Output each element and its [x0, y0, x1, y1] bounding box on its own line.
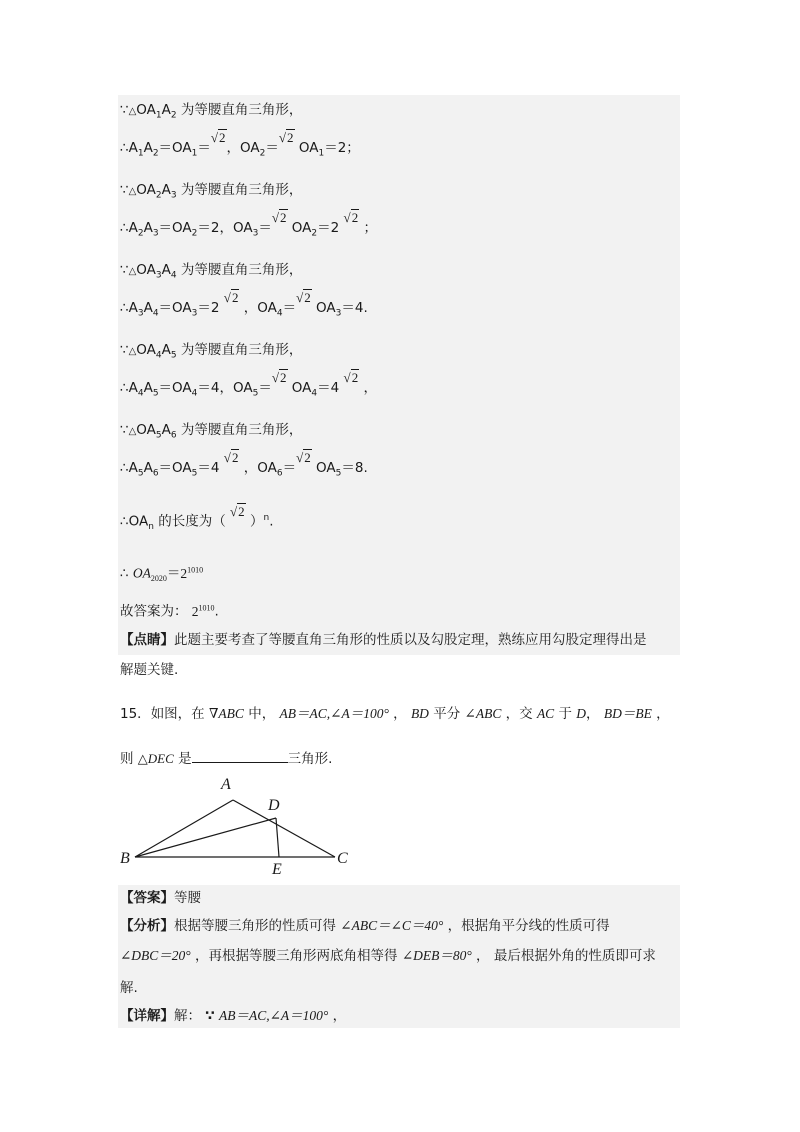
step-4-reason: $\because\triangle OA_4A_5$ 为等腰直角三角形， [120, 342, 303, 361]
comment-line-1 [120, 630, 647, 650]
label-b: B [120, 850, 130, 867]
step-3-reason: $\because\triangle OA_3A_4$ 为等腰直角三角形， [120, 262, 303, 281]
step-2-result: $\therefore A_2A_3=OA_2=2$，$OA_3=√2$ $OA_2=2$ √2 ； [120, 210, 377, 239]
side-ab [135, 800, 233, 857]
step-5-result: $\therefore A_5A_6=OA_5=4$ √2 ，$OA_6=√2$ $OA_5=8$. [120, 450, 368, 479]
analysis-line-1: 【分析】根据等腰三角形的性质可得 ∠ABC＝∠C＝40° ，根据角平分线的性质可得 [120, 918, 610, 934]
step-5-reason: $\because\triangle OA_5A_6$ 为等腰直角三角形， [120, 422, 303, 441]
question-number: 15． [120, 706, 151, 722]
conclusion-general: $\therefore OA_n$ 的长度为（ √2 ）$^n$. [120, 503, 274, 533]
answer-text: 等腰 [174, 890, 201, 906]
analysis-line-3: 解. [120, 980, 138, 996]
label-a: A [221, 776, 231, 793]
analysis-label: 【分析】 [120, 918, 174, 934]
detail-label: 【详解】 [120, 1008, 174, 1024]
triangle-figure [115, 770, 360, 880]
answer-label: 【答案】 [120, 890, 174, 906]
side-ac [233, 800, 335, 857]
answer-line: 故答案为： $2^{1010}$. [120, 603, 219, 620]
step-1-reason: $\because\triangle OA_1A_2$ 为等腰直角三角形， [120, 102, 303, 121]
label-e: E [272, 861, 282, 878]
comment-line-2: 解题关键. [120, 662, 179, 678]
detail-line: 【详解】解： ∵ AB＝AC,∠A＝100° ， [120, 1008, 347, 1024]
question-15-line-2: 则 △DEC 是 三角形. [120, 748, 332, 769]
label-c: C [337, 850, 348, 867]
answer-blank[interactable] [192, 748, 288, 763]
conclusion-specific: ∴ $OA_{2020}=2^{1010}$ [120, 565, 204, 584]
label-d: D [268, 797, 280, 814]
step-3-result: $\therefore A_3A_4=OA_3=2$ √2 ，$OA_4=√2$ $OA_3=4$. [120, 290, 368, 319]
segment-de [276, 818, 279, 857]
comment-text-1: 此题主要考查了等腰直角三角形的性质以及勾股定理，熟练应用勾股定理得出是 [174, 632, 647, 648]
step-2-reason: $\because\triangle OA_2A_3$ 为等腰直角三角形， [120, 182, 303, 201]
analysis-line-2: ∠DBC＝20° ，再根据等腰三角形两底角相等得 ∠DEB＝80° ， 最后根据外角的性质即可求 [120, 948, 656, 964]
question-15-line-1: 15．如图，在 ∇ABC 中， AB＝AC,∠A＝100° ， BD 平分 ∠ABC ，交 AC 于 D， BD＝BE ， [120, 706, 670, 722]
step-4-result: $\therefore A_4A_5=OA_4=4$，$OA_5=√2$ $OA_4=4$ √2 ， [120, 370, 377, 399]
step-1-result: $\therefore A_1A_2=OA_1=√2$，$OA_2=√2$ $OA_1=2$； [120, 130, 360, 159]
segment-bd [135, 818, 276, 857]
comment-label: 【点睛】 [120, 632, 174, 648]
answer-line-block [120, 888, 201, 908]
